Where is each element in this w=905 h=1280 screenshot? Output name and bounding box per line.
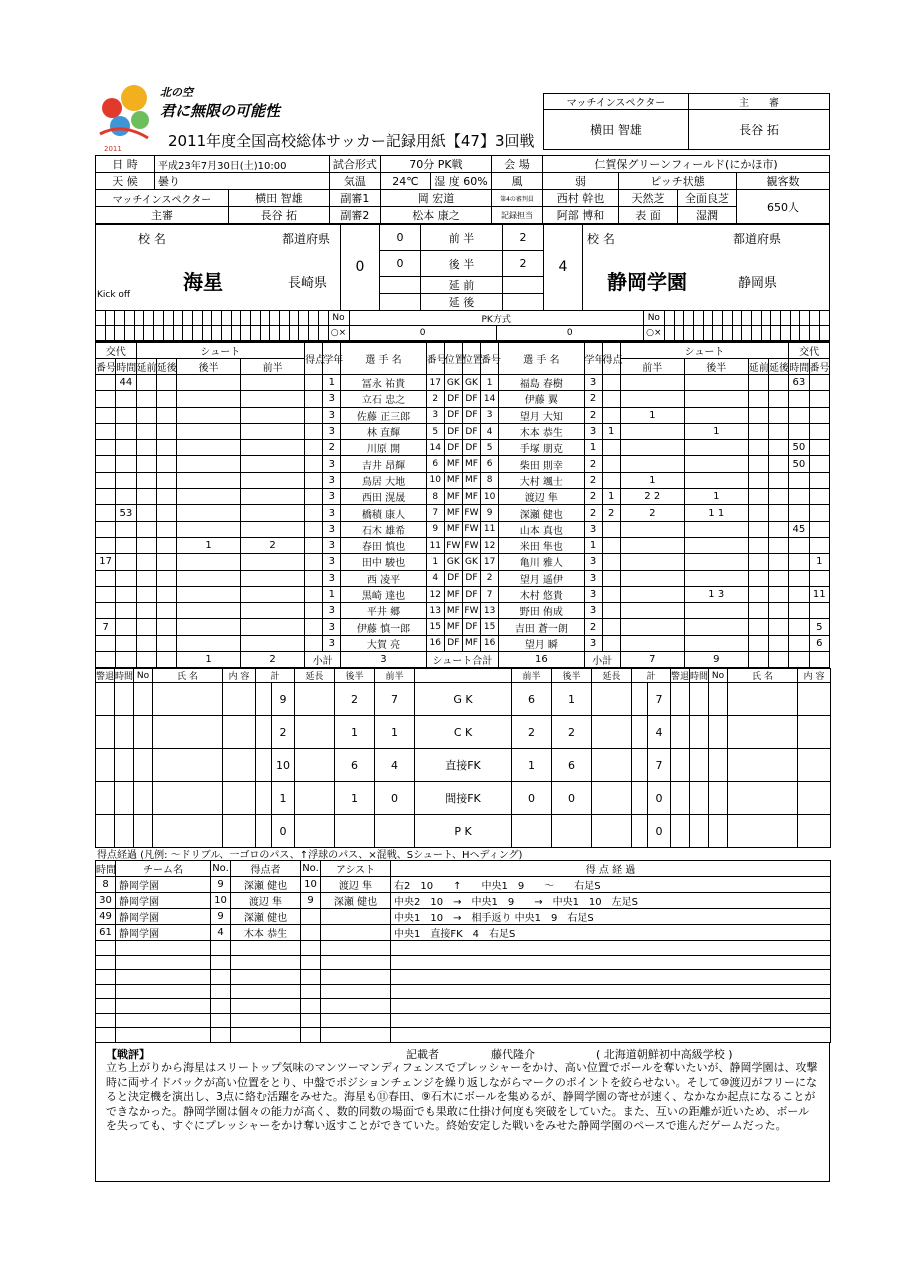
- review-school: ( 北海道朝鮮初中高級学校 ): [596, 1048, 733, 1061]
- match-format: 70分 PK戦: [380, 156, 491, 173]
- roster-row: 7 3 伊藤 慎一郎 15 MF DF 15 吉田 蒼一朗 2 5: [96, 619, 830, 635]
- roster-row: 17 3 田中 駿也 1 GK GK 17 亀川 雅人 3 1: [96, 554, 830, 570]
- stats-table: 警退 時間 No 氏 名 内 容 計 延長 後半 前半 前半 後半 延長 計 警退 時間 No 氏 名 内 容 9 2 7 G K 6 1 7 2 1 1 C K 2 2 4 10 6 4 直接FK 1 6 7 1 1 0 間接FK 0 0 0 0 P K 0: [95, 668, 831, 848]
- stat-row: 1 1 0 間接FK 0 0 0: [96, 782, 831, 815]
- review-writer: 藤代隆介: [491, 1048, 535, 1061]
- home-shot-total: 3: [341, 652, 426, 668]
- stat-row: 0 P K 0: [96, 815, 831, 848]
- away-total: 4: [544, 225, 583, 311]
- roster-row: 3 石木 雄希 9 MF FW 11 山本 真也 3 45: [96, 521, 830, 537]
- goal-row: 8 静岡学園 9 深瀬 健也 10 渡辺 隼 右2 10 ↑ 中央1 9 〜 右足S: [96, 877, 831, 893]
- referee-name: 長谷 拓: [689, 110, 830, 150]
- goal-row: [96, 1028, 831, 1043]
- goal-row: [96, 941, 831, 956]
- slogan: 北の空 君に無限の可能性: [160, 86, 281, 120]
- roster-row: 3 西田 滉晟 8 MF MF 10 渡辺 隼 2 1 2 2 1: [96, 489, 830, 505]
- stat-row: 10 6 4 直接FK 1 6 7: [96, 749, 831, 782]
- goal-row: [96, 955, 831, 970]
- roster-row: 3 林 直輝 5 DF DF 4 木本 恭生 3 1 1: [96, 423, 830, 439]
- review-text: 立ち上がりから海星はスリートップ気味のマンツーマンディフェンスでプレッシャーをかけ、高い位置でボールを奪いたいが、静岡学園は、攻撃時に両サイドバックが高い位置をとり、中盤でポジションチェンジを繰り返しながらマークのポイントを絞らせない。そして⑩渡辺がフリーになると決定機を演出し、3点に絡む活躍をみせた。海星も⑪春田、⑨石木にボールを集めるが、静岡学園の寄せが速く、なかなか起点になることができなかった。静岡学園は個々の能力が高く、数的同数の場面でも果敢に仕掛け何度も突破をしていた。また、互いの距離が近いため、ボールを失っても、すぐにプレッシャーをかけ奪い返すことができていた。終始安定した戦いをみせた静岡学園のペースで進んだゲームだった。: [106, 1061, 818, 1132]
- home-team-name: 海星: [183, 270, 223, 294]
- weather: 曇り: [155, 173, 330, 190]
- goal-row: 49 静岡学園 9 深瀬 健也 中央1 10 → 相手返り 中央1 9 右足S: [96, 909, 831, 925]
- goal-row: 61 静岡学園 4 木本 恭生 中央1 直接FK 4 右足S: [96, 925, 831, 941]
- pk-grid: No PK方式 No ○× 0 0 ○×: [95, 310, 830, 341]
- away-team-name: 静岡学園: [607, 270, 687, 294]
- roster-row: 3 吉井 昂輝 6 MF MF 6 柴田 則幸 2 50: [96, 456, 830, 472]
- roster-row: 44 1 冨永 祐貴 17 GK GK 1 福島 春樹 3 63: [96, 375, 830, 391]
- goal-row: [96, 1013, 831, 1028]
- review-label: 【戦評】: [106, 1048, 150, 1061]
- score-table: 0 0 前 半 2 4 0 後 半 2 延 前 延 後: [340, 224, 583, 311]
- home-pref: 長崎県: [288, 276, 328, 291]
- goal-row: [96, 999, 831, 1014]
- stat-row: 2 1 1 C K 2 2 4: [96, 716, 831, 749]
- roster-row: 2 川原 開 14 DF DF 5 手塚 朋克 1 50: [96, 440, 830, 456]
- goal-legend: 得点経過 (凡例: 〜ドリブル、一ゴロのパス、↑浮球のパス、×混戦、Sシュート、Hヘディング): [97, 850, 523, 861]
- referee-header: 主 審: [689, 94, 830, 110]
- goal-row: [96, 984, 831, 999]
- form-title: 2011年度全国高校総体サッカー記録用紙【47】3回戦: [168, 132, 535, 150]
- goals-table: 時間 チーム名 No. 得点者 No. アシスト 得 点 経 過 8 静岡学園 9 深瀬 健也 10 渡辺 隼 右2 10 ↑ 中央1 9 〜 右足S 30 静岡学園 10 渡辺 隼 9 深瀬 健也 中央2 10 → 中央1 9 → 中央1 10 左足S 49 静岡学園 9 深瀬 健也 中央1 10 → 相手返り 中央1 9 右足S 61 静岡学園 4 木本 恭生 中央1 直接FK 4 右足S: [95, 860, 831, 1043]
- roster-row: 3 佐藤 正三郎 3 DF DF 3 望月 大知 2 1: [96, 407, 830, 423]
- roster-row: 3 平井 郷 13 MF FW 13 野田 侑成 3: [96, 603, 830, 619]
- logo-year: 2011: [104, 145, 122, 153]
- roster-row: 53 3 橋積 康人 7 MF FW 9 深瀬 健也 2 2 2 1 1: [96, 505, 830, 521]
- review-box: 【戦評】 記載者 藤代隆介 ( 北海道朝鮮初中高級学校 ) 立ち上がりから海星はスリートップ気味のマンツーマンディフェンスでプレッシャーをかけ、高い位置でボールを奪いたいが、静岡学園は、攻撃時に両サイドバックが高い位置をとり、中盤でポジションチェンジを繰り返しながらマークのポイントを絞らせない。そして⑩渡辺がフリーになると決定機を演出し、3点に絡む活躍をみせた。海星も⑪春田、⑨石木にボールを集めるが、静岡学園の寄せが速く、なかなか起点になることができなかった。静岡学園は個々の能力が高く、数的同数の場面でも果敢に仕掛け何度も突破をしていた。また、互いの距離が近いため、ボールを失っても、すぐにプレッシャーをかけ奪い返すことができていた。終始安定した戦いをみせた静岡学園のペースで進んだゲームだった。: [95, 1042, 830, 1182]
- away-shot-total: 16: [499, 652, 584, 668]
- roster-row: 3 大賀 亮 16 DF MF 16 望月 瞬 3 6: [96, 635, 830, 651]
- home-total: 0: [341, 225, 380, 311]
- match-info-table: 日 時 平成23年7月30日(土)10:00 試合形式 70分 PK戦 会 場 仁賀保グリーンフィールド(にかほ市) 天 候 曇り 気温 24℃ 湿 度 60% 風 弱 ピッチ状態 観客数 マッチインスペクター 横田 智雄 副審1 岡 宏道 第4の審判員 西村 幹也 天然芝 全面良芝 650人 主審 長谷 拓 副審2 松本 康之 記録担当 阿部 博和 表 面 湿潤: [95, 155, 830, 224]
- roster-row: 3 立石 忠之 2 DF DF 14 伊藤 翼 2: [96, 391, 830, 407]
- roster-table: 交代 シュート 得点 学年 選 手 名 番号 位置 位置 番号 選 手 名 学年 得点 シュート 交代 番号 時間 延前 延後 後半 前半 前半 後半 延前 延後 時間 番号 44 1 冨永 祐貴 17 GK GK 1 福島 春樹 3 63 3 立石 忠之 2 DF DF 14 伊藤 翼 2 3 佐藤 正三郎 3 DF DF 3 望月 大知 2 1 3 林 直輝 5 DF DF 4 木本 恭生 3 1 1 2 川原 開 14 DF DF 5 手塚 朋克 1 50 3 吉井 昂輝 6 MF MF 6 柴田 則幸 2 50 3 鳥居 大地 10 MF MF 8 大村 颯士 2 1 3 西田 滉晟 8 MF MF 10 渡辺 隼 2 1 2 2 1 53 3 橋積 康人 7 MF FW 9 深瀬 健也 2 2 2 1 1 3 石木 雄希 9 MF FW 11 山本 真也 3 45 1 2 3 春田 慎也 11 FW FW 12 米田 隼也 1 17 3 田中 駿也 1 GK GK 17 亀川 雅人 3 1 3 西 凌平 4 DF DF 2 望月 遥伊 3 1 黒崎 達也 12 MF DF 7 木村 悠貴 3 1 3 11 3 平井 郷 13 MF FW 13 野田 侑成 3 7 3 伊藤 慎一郎 15 MF DF 15 吉田 蒼一朗 2 5 3 大賀 亮 16 DF MF 16 望月 瞬 3 6 1 2 小計 3 シュート合計 16 小計 7 9: [95, 342, 830, 668]
- match-date: 平成23年7月30日(土)10:00: [155, 156, 330, 173]
- tournament-logo: [92, 82, 162, 147]
- roster-row: 1 黒崎 達也 12 MF DF 7 木村 悠貴 3 1 3 11: [96, 586, 830, 602]
- goal-row: [96, 970, 831, 985]
- roster-row: 1 2 3 春田 慎也 11 FW FW 12 米田 隼也 1: [96, 537, 830, 553]
- roster-row: 3 鳥居 大地 10 MF MF 8 大村 颯士 2 1: [96, 472, 830, 488]
- goal-row: 30 静岡学園 10 渡辺 隼 9 深瀬 健也 中央2 10 → 中央1 9 → 中央1 10 左足S: [96, 893, 831, 909]
- stat-row: 9 2 7 G K 6 1 7: [96, 683, 831, 716]
- away-pref: 静岡県: [738, 276, 778, 291]
- officials-box: [543, 93, 830, 150]
- inspector-name: 横田 智雄: [544, 110, 689, 150]
- inspector-header: マッチインスペクター: [544, 94, 689, 110]
- crowd-count: 650人: [737, 190, 830, 224]
- roster-row: 3 西 凌平 4 DF DF 2 望月 遥伊 3: [96, 570, 830, 586]
- venue: 仁賀保グリーンフィールド(にかほ市): [543, 156, 830, 173]
